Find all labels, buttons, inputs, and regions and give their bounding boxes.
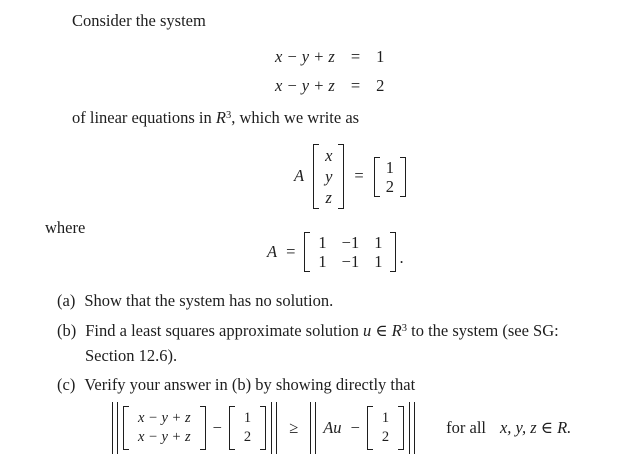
equals-sign: =	[286, 241, 296, 261]
equation-rhs: 1	[376, 47, 385, 66]
vector-entry: z	[325, 188, 332, 207]
equals-sign: =	[354, 166, 364, 186]
for-all-text: for all	[446, 417, 486, 437]
right-bracket	[200, 406, 206, 450]
A-symbol: A	[267, 241, 278, 261]
R-exponent: 3	[225, 110, 232, 122]
item-b-text	[85, 321, 558, 342]
vector-entry: 2	[385, 176, 394, 196]
period: .	[399, 248, 404, 268]
equals-sign: =	[350, 47, 361, 66]
item-b-label: (b)	[57, 321, 77, 340]
equation-rhs: 2	[376, 75, 385, 95]
item-a-label: (a)	[57, 291, 76, 310]
equation-lhs: x − y + z	[275, 75, 335, 95]
xyz-vector	[313, 144, 344, 209]
matrix-entry: 1	[374, 233, 383, 252]
norm-double-bar	[271, 402, 277, 454]
minus-sign: −	[212, 417, 222, 437]
equation-row-2	[275, 76, 384, 97]
matrix-A	[304, 232, 396, 272]
vector-entries	[373, 406, 398, 450]
matrix-entries	[310, 232, 390, 272]
equals-sign: =	[350, 75, 361, 95]
norm-double-bar	[112, 402, 118, 454]
vector-entry: 2	[381, 429, 390, 445]
matrix-entry: −1	[341, 252, 360, 271]
minus-sign: −	[350, 417, 360, 437]
equation-row-1	[275, 47, 384, 68]
variables-text: x, y, z ∈ R.	[499, 417, 572, 437]
b-vector	[229, 406, 266, 450]
vector-entry: 1	[385, 157, 394, 177]
item-a	[57, 291, 333, 312]
lhs-vector	[123, 406, 206, 450]
matrix-entry: 1	[318, 233, 327, 252]
matrix-entry: 1	[374, 252, 383, 271]
right-bracket	[390, 232, 396, 272]
where-text: where	[45, 218, 86, 237]
vector-entry: 1	[381, 410, 390, 426]
vector-entries	[319, 144, 338, 209]
para2-pre: of linear equations in	[72, 108, 212, 127]
equation-lhs: x − y + z	[275, 47, 335, 66]
right-bracket	[338, 144, 344, 209]
matrix-A-definition	[267, 232, 404, 272]
norm-double-bar	[310, 402, 316, 454]
verify-inequality-formula	[112, 402, 571, 454]
element-of-symbol: ∈	[375, 321, 388, 340]
vector-entries	[235, 406, 260, 450]
matrix-equation	[294, 144, 406, 209]
greater-equal-sign: ≥	[289, 417, 299, 437]
vector-entry: 2	[243, 429, 252, 445]
equation-system	[275, 47, 384, 104]
R-symbol: R	[215, 108, 226, 127]
intro-text: Consider the system	[72, 11, 206, 30]
item-a-text: Show that the system has no solution.	[84, 291, 334, 310]
para-linear-equations	[72, 108, 359, 129]
A-symbol: A	[294, 166, 305, 186]
item-c-text: Verify your answer in (b) by showing directly that	[84, 375, 416, 394]
b-vector	[367, 406, 404, 450]
right-bracket	[400, 157, 406, 197]
Au-term: Au	[323, 417, 342, 437]
vector-entry: x − y + z	[138, 410, 191, 426]
u-symbol: u	[362, 321, 372, 340]
R-exponent: 3	[401, 323, 408, 335]
item-b-line2: Section 12.6).	[85, 346, 178, 365]
vector-entry: x − y + z	[138, 429, 191, 445]
vector-entry: 1	[243, 410, 252, 426]
matrix-entry: −1	[341, 233, 360, 252]
vector-entries	[129, 406, 200, 450]
matrix-entry: 1	[318, 252, 327, 271]
right-bracket	[260, 406, 266, 450]
right-bracket	[398, 406, 404, 450]
R-symbol: R	[391, 321, 402, 340]
item-b-t2: to the system (see SG:	[411, 321, 559, 340]
item-c-label: (c)	[57, 375, 76, 394]
item-b-t1: Find a least squares approximate solution	[85, 321, 359, 340]
norm-double-bar	[409, 402, 415, 454]
item-c	[57, 375, 415, 396]
vector-entry: y	[325, 167, 333, 186]
vector-entries	[380, 157, 400, 197]
item-b	[57, 321, 559, 342]
vector-entry: x	[325, 146, 333, 165]
para2-post: , which we write as	[231, 108, 360, 127]
rhs-vector	[374, 157, 406, 197]
